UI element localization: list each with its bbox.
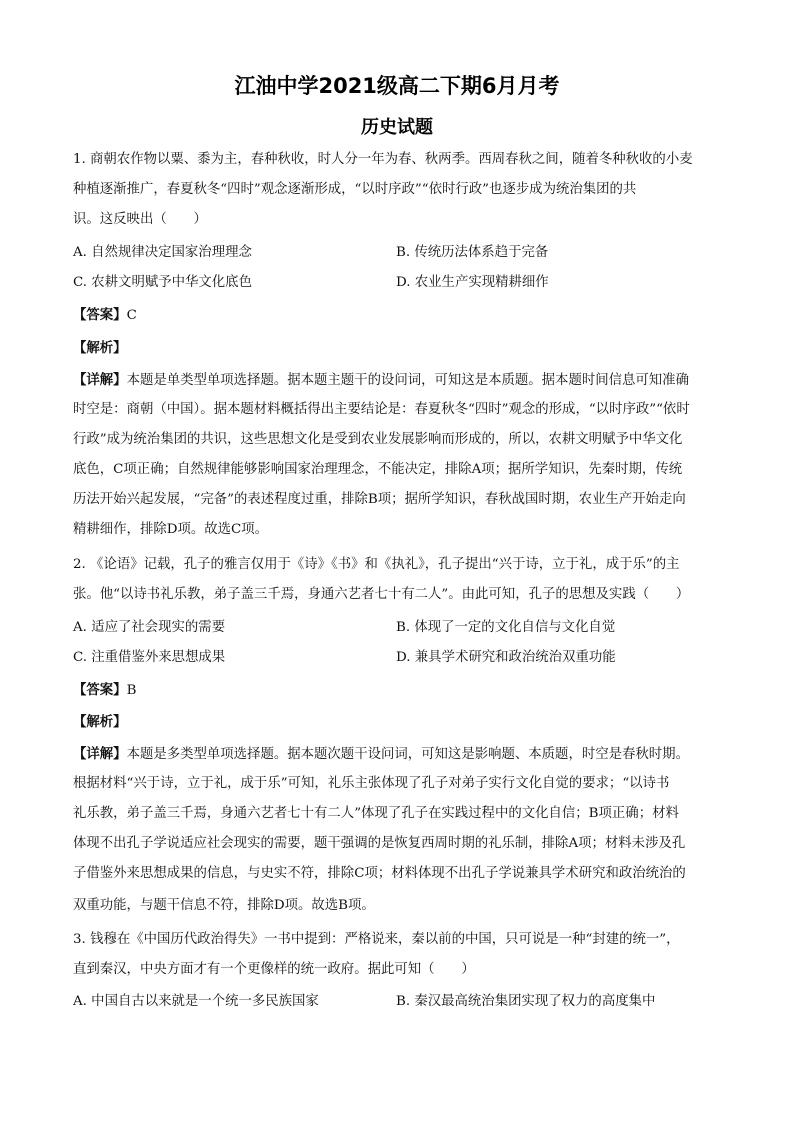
exam-title: 江油中学2021级高二下期6月月考 [234,74,560,98]
q2-detail-line: 双重功能，与题干信息不符，排除D项。故选B项。 [73,898,375,913]
q1-option-b: B. 传统历法体系趋于完备 [396,245,549,260]
q2-detail-line: 根据材料“兴于诗，立于礼，成于乐”可知，礼乐主张体现了孔子对弟子实行文化自觉的要求；“以诗书 [73,776,670,791]
q2-detail-line: 体现不出孔子学说适应社会现实的需要，题干强调的是恢复西周时期的礼乐制，排除A项；材料未涉及孔 [73,836,686,851]
q1-detail-line: 时空是：商朝（中国）。据本题材料概括得出主要结论是：春夏秋冬“四时”观念的形成，“以时序政”“依时 [73,402,690,417]
q1-detail-line: 行政”成为统治集团的共识，这些思想文化是受到农业发展影响而形成的，所以，农耕文明赋予中华文化 [73,432,683,447]
q1-analysis-label: 【解析】 [73,340,127,356]
answer-value: B [126,683,137,698]
q1-stem-line: 1. 商朝农作物以粟、黍为主，春种秋收，时人分一年为春、秋两季。西周春秋之间，随着冬种秋收的小麦 [73,152,693,167]
q2-option-c: C. 注重借鉴外来思想成果 [73,650,226,665]
q2-detail-line: 礼乐教，弟子盖三千焉，身通六艺者七十有二人”体现了孔子在实践过程中的文化自信；B项正确；材料 [73,806,679,821]
exam-subject: 历史试题 [361,117,433,138]
q3-stem-line: 3. 钱穆在《中国历代政治得失》一书中提到：严格说来，秦以前的中国，只可说是一种“封建的统一”， [73,932,680,947]
q2-analysis-label: 【解析】 [73,714,127,730]
q2-option-a: A. 适应了社会现实的需要 [73,620,226,635]
q1-option-d: D. 农业生产实现精耕细作 [396,275,549,290]
q3-option-b: B. 秦汉最高统治集团实现了权力的高度集中 [396,994,656,1009]
q1-detail-line: 底色，C项正确；自然规律能够影响国家治理理念，不能决定，排除A项；据所学知识，先秦时期，传统 [73,462,683,477]
q1-stem-line: 识。这反映出（ ） [73,212,207,227]
q1-detail-line: 【详解】本题是单类型单项选择题。据本题主题干的设问词，可知这是本质题。据本题时间信息可知准确 [73,372,689,388]
q1-option-c: C. 农耕文明赋予中华文化底色 [73,275,252,290]
answer-label: 【答案】 [73,307,127,323]
q2-answer [73,680,136,701]
q1-stem-line: 种植逐渐推广，春夏秋冬“四时”观念逐渐形成，“以时序政”“依时行政”也逐步成为统治集团的共 [73,182,637,197]
detail-label: 【详解】 [73,372,127,388]
q2-stem-line: 2. 《论语》记载，孔子的雅言仅用于《诗》《书》和《执礼》，孔子提出“兴于诗，立于礼，成于乐”的主 [73,557,680,572]
answer-label: 【答案】 [73,682,127,698]
q2-option-b: B. 体现了一定的文化自信与文化自觉 [396,620,616,635]
q1-option-a: A. 自然规律决定国家治理理念 [73,245,252,260]
q1-answer [73,305,137,326]
q2-option-d: D. 兼具学术研究和政治统治双重功能 [396,650,616,665]
detail-label: 【详解】 [73,746,127,762]
q3-option-a: A. 中国自古以来就是一个统一多民族国家 [73,994,319,1009]
q2-detail-line: 【详解】本题是多类型单项选择题。据本题次题干设问词，可知这是影响题、本质题，时空是春秋时期。 [73,746,689,762]
q2-detail-line: 子借鉴外来思想成果的信息，与史实不符，排除C项；材料体现不出孔子学说兼具学术研究和政治统治的 [73,866,686,881]
answer-value: C [126,308,137,323]
q2-stem-line: 张。他“以诗书礼乐教，弟子盖三千焉，身通六艺者七十有二人”。由此可知，孔子的思想及实践（ ） [73,587,690,602]
q3-stem-line: 直到秦汉，中央方面才有一个更像样的统一政府。据此可知（ ） [73,962,475,977]
q1-detail-line: 精耕细作，排除D项。故选C项。 [73,522,269,537]
q1-detail-line: 历法开始兴起发展，“完备”的表述程度过重，排除B项；据所学知识，春秋战国时期，农业生产开始走向 [73,492,686,507]
